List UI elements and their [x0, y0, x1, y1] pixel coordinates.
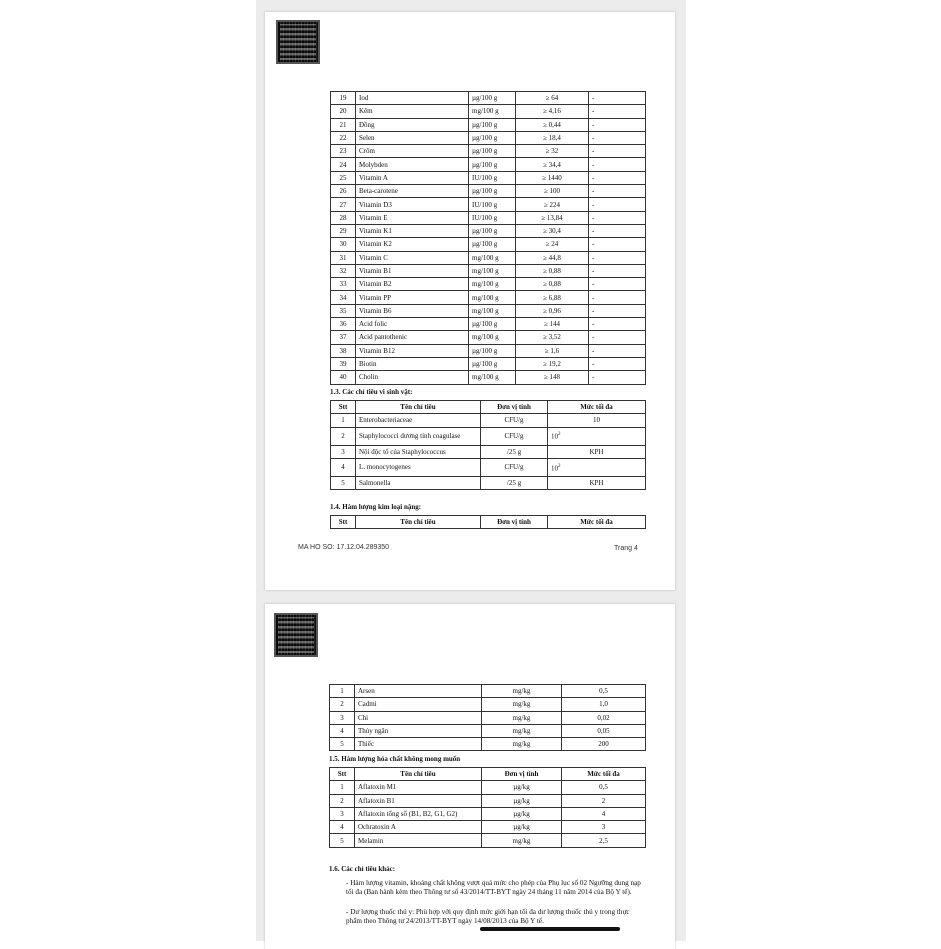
cell-name: Biotin	[356, 357, 469, 370]
cell-value: ≥ 100	[516, 185, 589, 198]
cell-stt: 2	[330, 794, 355, 807]
table-row	[331, 185, 646, 198]
cell-unit: mg/100 g	[469, 304, 516, 317]
cell-name: L. monocytogenes	[356, 458, 481, 476]
header-unit: Đơn vị tính	[481, 401, 548, 414]
cell-note: -	[589, 318, 646, 331]
cell-unit: mg/100 g	[469, 371, 516, 384]
cell-stt: 2	[330, 698, 355, 711]
cell-value: ≥ 6,88	[516, 291, 589, 304]
cell-stt: 5	[330, 738, 355, 751]
cell-note: -	[589, 118, 646, 131]
cell-name: Beta-carotene	[356, 185, 469, 198]
cell-max	[548, 458, 646, 476]
cell-stt: 24	[331, 158, 356, 171]
cell-max: 0,02	[562, 711, 646, 724]
cell-unit: mg/100 g	[469, 105, 516, 118]
cell-value: ≥ 64	[516, 92, 589, 105]
cell-max: KPH	[548, 476, 646, 489]
cell-name: Vitamin K2	[356, 238, 469, 251]
cell-max: 0,5	[562, 685, 646, 698]
cell-value: ≥ 0,88	[516, 278, 589, 291]
cell-value: ≥ 1440	[516, 171, 589, 184]
cell-unit: CFU/g	[481, 427, 548, 445]
cell-stt: 4	[331, 458, 356, 476]
paragraph-vet-residue: - Dư lượng thuốc thú y: Phù hợp với quy định mức giới hạn tối đa dư lượng thuốc thú y trong thực phẩm theo Thông tư 24/2013/TT-BYT ngày 14/08/2013 của Bộ Y tế.	[346, 908, 630, 925]
cell-stt: 5	[331, 476, 356, 489]
cell-name: Selen	[356, 131, 469, 144]
cell-unit: µg/100 g	[469, 131, 516, 144]
cell-max: 3	[562, 821, 646, 834]
heavy-header-table	[330, 515, 646, 529]
cell-stt: 40	[331, 371, 356, 384]
cell-note: -	[589, 371, 646, 384]
cell-note: -	[589, 238, 646, 251]
cell-max: 10	[548, 414, 646, 427]
header-unit: Đơn vị tính	[481, 516, 548, 529]
cell-name: Vitamin D3	[356, 198, 469, 211]
cell-name: Crôm	[356, 145, 469, 158]
table-row	[331, 224, 646, 237]
cell-name: Acid folic	[356, 318, 469, 331]
table-row	[331, 278, 646, 291]
cell-name: Kẽm	[356, 105, 469, 118]
cell-stt: 4	[330, 821, 355, 834]
cell-name: Chì	[355, 711, 482, 724]
table-row	[331, 458, 646, 476]
chem-table	[329, 767, 646, 848]
cell-stt: 23	[331, 145, 356, 158]
cell-name: Enterobacteriaceae	[356, 414, 481, 427]
cell-stt: 26	[331, 185, 356, 198]
cell-name: Aflatoxin B1	[355, 794, 482, 807]
cell-name: Vitamin E	[356, 211, 469, 224]
cell-name: Acid pantothenic	[356, 331, 469, 344]
table-row	[331, 211, 646, 224]
table-row	[330, 834, 646, 847]
cell-note: -	[589, 171, 646, 184]
cell-note: -	[589, 304, 646, 317]
cell-stt: 21	[331, 118, 356, 131]
cell-name: Iod	[356, 92, 469, 105]
cell-unit: mg/100 g	[469, 331, 516, 344]
cell-note: -	[589, 224, 646, 237]
cell-name: Vitamin K1	[356, 224, 469, 237]
cell-stt: 39	[331, 357, 356, 370]
scroll-indicator[interactable]	[480, 927, 620, 931]
cell-max: 2	[562, 794, 646, 807]
micro-table	[330, 400, 646, 490]
cell-name: Thiếc	[355, 738, 482, 751]
section-heading-other: 1.6. Các chỉ tiêu khác:	[329, 865, 396, 873]
table-row	[331, 118, 646, 131]
cell-value: ≥ 24	[516, 238, 589, 251]
table-header-row	[331, 401, 646, 414]
cell-stt: 37	[331, 331, 356, 344]
table-row	[331, 198, 646, 211]
table-row	[331, 304, 646, 317]
cell-stt: 20	[331, 105, 356, 118]
cell-value: ≥ 148	[516, 371, 589, 384]
cell-value: ≥ 4,16	[516, 105, 589, 118]
cell-stt: 4	[330, 724, 355, 737]
cell-name: Vitamin B1	[356, 264, 469, 277]
header-name: Tên chỉ tiêu	[356, 401, 481, 414]
cell-name: Staphylococci dương tính coagulase	[356, 427, 481, 445]
cell-unit: µg/100 g	[469, 145, 516, 158]
header-name: Tên chỉ tiêu	[355, 768, 482, 781]
cell-note: -	[589, 251, 646, 264]
cell-stt: 5	[330, 834, 355, 847]
cell-name: Molybden	[356, 158, 469, 171]
cell-name: Vitamin B6	[356, 304, 469, 317]
cell-name: Vitamin PP	[356, 291, 469, 304]
header-stt: Stt	[330, 768, 355, 781]
table-row	[330, 821, 646, 834]
cell-value: ≥ 44,8	[516, 251, 589, 264]
cell-unit: µg/kg	[482, 821, 562, 834]
cell-stt: 32	[331, 264, 356, 277]
nutrient-table	[330, 91, 646, 385]
table-row	[331, 357, 646, 370]
cell-unit: IU/100 g	[469, 211, 516, 224]
cell-name: Arsen	[355, 685, 482, 698]
cell-name: Nội độc tố của Staphylococcus	[356, 445, 481, 458]
cell-stt: 25	[331, 171, 356, 184]
cell-unit: µg/100 g	[469, 357, 516, 370]
cell-value: ≥ 18,4	[516, 131, 589, 144]
cell-unit: mg/100 g	[469, 264, 516, 277]
cell-stt: 2	[331, 427, 356, 445]
cell-stt: 3	[331, 445, 356, 458]
header-stt: Stt	[331, 516, 356, 529]
cell-value: ≥ 30,4	[516, 224, 589, 237]
cell-stt: 19	[331, 92, 356, 105]
table-row	[331, 371, 646, 384]
section-heading-micro: 1.3. Các chỉ tiêu vi sinh vật:	[330, 388, 413, 396]
table-row	[331, 92, 646, 105]
cell-stt: 3	[330, 807, 355, 820]
table-header-row	[330, 768, 646, 781]
cell-max-base: 10	[551, 464, 558, 473]
cell-note: -	[589, 291, 646, 304]
cell-unit: µg/100 g	[469, 224, 516, 237]
cell-name: Ochratoxin A	[355, 821, 482, 834]
cell-name: Melamin	[355, 834, 482, 847]
cell-stt: 22	[331, 131, 356, 144]
cell-note: -	[589, 357, 646, 370]
cell-note: -	[589, 131, 646, 144]
header-max: Mức tối đa	[562, 768, 646, 781]
cell-value: ≥ 19,2	[516, 357, 589, 370]
cell-unit: mg/kg	[482, 724, 562, 737]
header-name: Tên chỉ tiêu	[356, 516, 481, 529]
cell-name: Cholin	[356, 371, 469, 384]
cell-unit: µg/100 g	[469, 158, 516, 171]
cell-unit: mg/100 g	[469, 278, 516, 291]
table-row	[331, 251, 646, 264]
cell-name: Cadmi	[355, 698, 482, 711]
cell-note: -	[589, 105, 646, 118]
cell-name: Đồng	[356, 118, 469, 131]
cell-max-exponent: 2	[558, 432, 561, 438]
cell-unit: µg/100 g	[469, 185, 516, 198]
table-row	[330, 738, 646, 751]
cell-unit: IU/100 g	[469, 171, 516, 184]
cell-stt: 3	[330, 711, 355, 724]
cell-note: -	[589, 198, 646, 211]
table-row	[331, 476, 646, 489]
cell-note: -	[589, 264, 646, 277]
cell-stt: 1	[330, 685, 355, 698]
cell-unit: /25 g	[481, 476, 548, 489]
table-row	[330, 794, 646, 807]
table-row	[330, 724, 646, 737]
table-header-row	[331, 516, 646, 529]
cell-unit: mg/kg	[482, 711, 562, 724]
cell-value: ≥ 0,44	[516, 118, 589, 131]
paragraph-vitamin-limits: - Hàm lượng vitamin, khoáng chất không vượt quá mức cho phép của Phụ lục số 02 Ngưỡng dung nạp tối đa (Ban hành kèm theo Thông tư số 43/2014/TT-BYT ngày 24 tháng 11 năm 2014 của Bộ Y tế).	[346, 879, 641, 896]
table-row	[331, 171, 646, 184]
cell-value: ≥ 34,4	[516, 158, 589, 171]
cell-unit: /25 g	[481, 445, 548, 458]
cell-name: Vitamin C	[356, 251, 469, 264]
section-heading-heavy: 1.4. Hàm lượng kim loại nặng:	[330, 503, 422, 511]
cell-name: Thủy ngân	[355, 724, 482, 737]
page-number: Trang 4	[614, 545, 638, 552]
cell-note: -	[589, 344, 646, 357]
cell-name: Salmonella	[356, 476, 481, 489]
cell-max: KPH	[548, 445, 646, 458]
cell-unit: mg/100 g	[469, 291, 516, 304]
cell-unit: mg/kg	[482, 698, 562, 711]
cell-value: ≥ 3,52	[516, 331, 589, 344]
cell-max: 1,0	[562, 698, 646, 711]
cell-stt: 31	[331, 251, 356, 264]
cell-note: -	[589, 158, 646, 171]
cell-note: -	[589, 278, 646, 291]
cell-unit: mg/100 g	[469, 251, 516, 264]
cell-stt: 38	[331, 344, 356, 357]
cell-value: ≥ 13,84	[516, 211, 589, 224]
cell-note: -	[589, 92, 646, 105]
cell-unit: µg/kg	[482, 781, 562, 794]
cell-stt: 36	[331, 318, 356, 331]
cell-unit: CFU/g	[481, 414, 548, 427]
cell-name: Vitamin A	[356, 171, 469, 184]
cell-max-exponent: 2	[558, 463, 561, 469]
cell-max-base: 10	[551, 432, 558, 441]
cell-value: ≥ 0,96	[516, 304, 589, 317]
cell-stt: 34	[331, 291, 356, 304]
document-page-4	[265, 12, 675, 590]
table-row	[331, 414, 646, 427]
header-stt: Stt	[331, 401, 356, 414]
cell-unit: µg/kg	[482, 807, 562, 820]
table-row	[330, 698, 646, 711]
cell-name: Aflatoxin M1	[355, 781, 482, 794]
cell-stt: 30	[331, 238, 356, 251]
cell-note: -	[589, 145, 646, 158]
cell-max: 200	[562, 738, 646, 751]
cell-name: Aflatoxin tổng số (B1, B2, G1, G2)	[355, 807, 482, 820]
cell-stt: 27	[331, 198, 356, 211]
table-row	[330, 685, 646, 698]
cell-note: -	[589, 185, 646, 198]
cell-max: 4	[562, 807, 646, 820]
table-row	[331, 158, 646, 171]
table-row	[331, 145, 646, 158]
qr-code-icon	[276, 20, 320, 64]
cell-note: -	[589, 331, 646, 344]
table-row	[330, 711, 646, 724]
document-page-5	[265, 604, 675, 949]
table-row	[331, 238, 646, 251]
cell-unit: µg/100 g	[469, 238, 516, 251]
qr-code-icon	[274, 613, 318, 657]
cell-max	[548, 427, 646, 445]
table-row	[331, 291, 646, 304]
cell-unit: µg/100 g	[469, 344, 516, 357]
table-row	[330, 781, 646, 794]
cell-name: Vitamin B12	[356, 344, 469, 357]
header-unit: Đơn vị tính	[482, 768, 562, 781]
cell-max: 0,5	[562, 781, 646, 794]
table-row	[331, 445, 646, 458]
header-max: Mức tối đa	[548, 401, 646, 414]
table-row	[331, 318, 646, 331]
cell-value: ≥ 224	[516, 198, 589, 211]
header-max: Mức tối đa	[548, 516, 646, 529]
heavy-metal-table	[329, 684, 646, 751]
cell-stt: 28	[331, 211, 356, 224]
table-row	[330, 807, 646, 820]
cell-stt: 35	[331, 304, 356, 317]
cell-unit: mg/kg	[482, 685, 562, 698]
cell-name: Vitamin B2	[356, 278, 469, 291]
cell-value: ≥ 1,6	[516, 344, 589, 357]
cell-max: 2,5	[562, 834, 646, 847]
cell-value: ≥ 32	[516, 145, 589, 158]
cell-note: -	[589, 211, 646, 224]
cell-stt: 1	[331, 414, 356, 427]
table-row	[331, 264, 646, 277]
table-row	[331, 331, 646, 344]
cell-unit: µg/kg	[482, 794, 562, 807]
cell-unit: IU/100 g	[469, 198, 516, 211]
cell-max: 0,05	[562, 724, 646, 737]
cell-unit: mg/kg	[482, 834, 562, 847]
table-row	[331, 105, 646, 118]
cell-stt: 29	[331, 224, 356, 237]
cell-unit: µg/100 g	[469, 118, 516, 131]
table-row	[331, 427, 646, 445]
table-row	[331, 131, 646, 144]
cell-value: ≥ 0,88	[516, 264, 589, 277]
table-row	[331, 344, 646, 357]
cell-unit: µg/100 g	[469, 92, 516, 105]
cell-value: ≥ 144	[516, 318, 589, 331]
section-heading-chem: 1.5. Hàm lượng hóa chất không mong muốn	[329, 755, 461, 763]
cell-unit: mg/kg	[482, 738, 562, 751]
cell-stt: 1	[330, 781, 355, 794]
cell-stt: 33	[331, 278, 356, 291]
record-code: MA HO SO: 17.12.04.289350	[298, 544, 390, 551]
cell-unit: CFU/g	[481, 458, 548, 476]
cell-unit: µg/100 g	[469, 318, 516, 331]
